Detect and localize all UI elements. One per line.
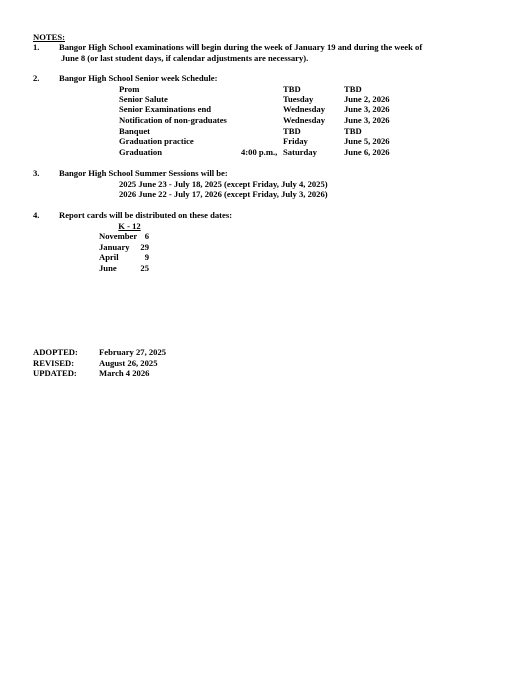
schedule-event: Banquet bbox=[119, 126, 151, 136]
item-4-heading: Report cards will be distributed on these dates: bbox=[59, 210, 233, 220]
summer-session-line: 2025 June 23 - July 18, 2025 (except Friday, July 4, 2025) bbox=[119, 179, 328, 189]
schedule-day: Friday bbox=[283, 136, 308, 146]
report-card-day: 9 bbox=[144, 252, 149, 262]
schedule-day: Saturday bbox=[283, 147, 317, 157]
item-1-number: 1. bbox=[33, 42, 40, 52]
item-2-heading: Bangor High School Senior week Schedule: bbox=[59, 73, 218, 83]
report-card-month: June bbox=[99, 263, 117, 273]
schedule-event: Graduation practice bbox=[119, 136, 194, 146]
schedule-day: TBD bbox=[283, 126, 301, 136]
revision-label: UPDATED: bbox=[33, 368, 77, 378]
revision-label: REVISED: bbox=[33, 358, 75, 368]
schedule-event: Senior Examinations end bbox=[119, 104, 212, 114]
item-4-number: 4. bbox=[33, 210, 40, 220]
revision-label: ADOPTED: bbox=[33, 347, 78, 357]
grade-range-header: K - 12 bbox=[118, 221, 141, 231]
schedule-date: TBD bbox=[344, 84, 362, 94]
report-card-day: 6 bbox=[144, 231, 149, 241]
revision-date: March 4 2026 bbox=[99, 368, 150, 378]
schedule-event: Senior Salute bbox=[119, 94, 168, 104]
report-card-month: April bbox=[99, 252, 119, 262]
schedule-date: June 5, 2026 bbox=[344, 136, 390, 146]
schedule-day: Wednesday bbox=[283, 115, 326, 125]
item-1-line-1: Bangor High School examinations will begin during the week of January 19 and during the week of bbox=[59, 42, 423, 52]
schedule-date: TBD bbox=[344, 126, 362, 136]
item-2-number: 2. bbox=[33, 73, 40, 83]
summer-session-line: 2026 June 22 - July 17, 2026 (except Friday, July 3, 2026) bbox=[119, 189, 328, 199]
schedule-time: 4:00 p.m., bbox=[241, 147, 278, 157]
item-3-heading: Bangor High School Summer Sessions will be: bbox=[59, 168, 228, 178]
schedule-date: June 2, 2026 bbox=[344, 94, 390, 104]
schedule-date: June 3, 2026 bbox=[344, 115, 390, 125]
schedule-event: Prom bbox=[119, 84, 140, 94]
schedule-date: June 3, 2026 bbox=[344, 104, 390, 114]
report-card-day: 25 bbox=[140, 263, 149, 273]
report-card-day: 29 bbox=[140, 242, 149, 252]
schedule-date: June 6, 2026 bbox=[344, 147, 390, 157]
revision-date: February 27, 2025 bbox=[99, 347, 167, 357]
item-1-line-2: June 8 (or last student days, if calendar adjustments are necessary). bbox=[61, 53, 309, 63]
schedule-event: Notification of non-graduates bbox=[119, 115, 227, 125]
report-card-month: November bbox=[99, 231, 138, 241]
notes-heading: NOTES: bbox=[33, 32, 65, 42]
schedule-day: Wednesday bbox=[283, 104, 326, 114]
schedule-day: TBD bbox=[283, 84, 301, 94]
item-3-number: 3. bbox=[33, 168, 40, 178]
schedule-day: Tuesday bbox=[283, 94, 314, 104]
revision-date: August 26, 2025 bbox=[99, 358, 158, 368]
schedule-event: Graduation bbox=[119, 147, 162, 157]
report-card-month: January bbox=[99, 242, 130, 252]
